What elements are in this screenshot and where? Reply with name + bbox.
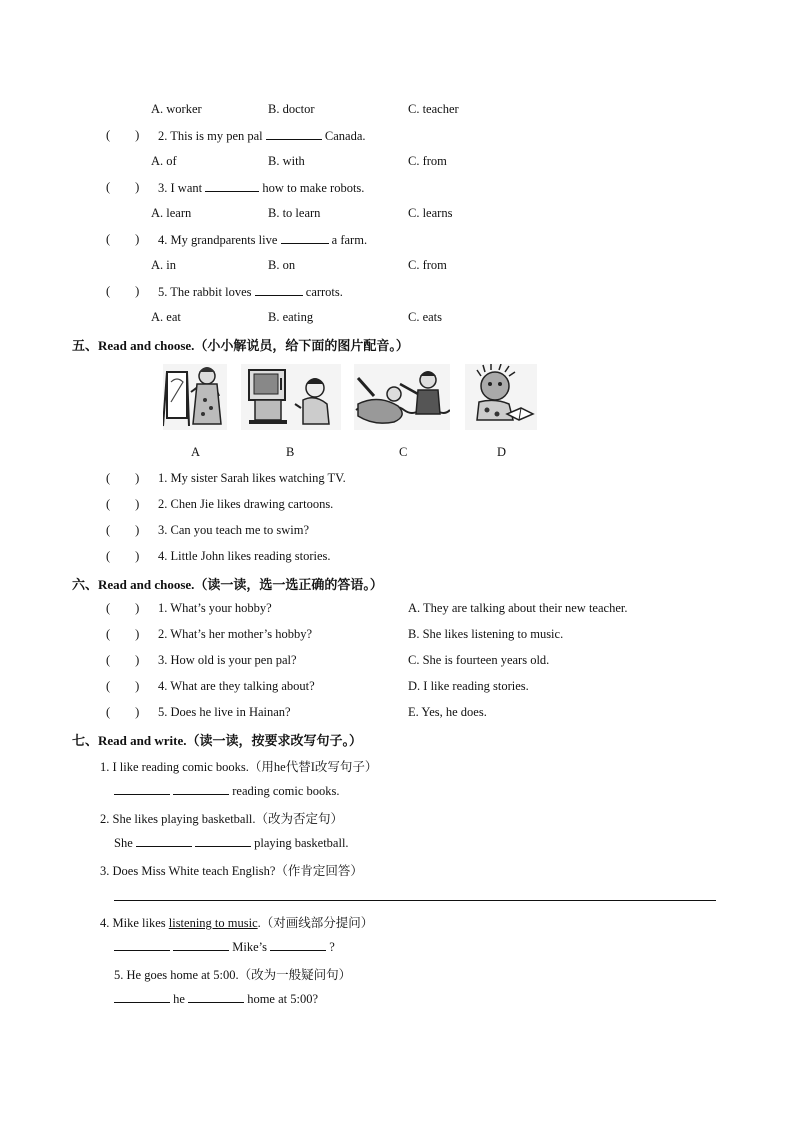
question-text xyxy=(158,180,364,196)
question-text xyxy=(158,128,366,144)
answer-tail: playing basketball. xyxy=(254,836,349,850)
fill-blank[interactable] xyxy=(255,284,303,296)
answer-mid: Mike’s xyxy=(232,940,267,954)
answer-choice: D. I like reading stories. xyxy=(408,679,529,693)
answer-mid: he xyxy=(173,992,185,1006)
rewrite-answer-line xyxy=(114,939,335,955)
answer-choice: C. She is fourteen years old. xyxy=(408,653,550,667)
section-heading: 五、Read and choose.（小小解说员，给下面的图片配音。） xyxy=(72,338,409,353)
section-heading: 七、Read and write.（读一读，按要求改写句子。） xyxy=(72,733,362,748)
answer-paren[interactable]: ( ) xyxy=(106,497,140,511)
q3-option-a: A. learn xyxy=(151,206,192,220)
rewrite-prompt xyxy=(100,913,373,931)
answer-paren[interactable]: ( ) xyxy=(106,653,140,667)
q5-option-b: B. eating xyxy=(268,310,314,324)
answer-paren[interactable]: ( ) xyxy=(106,284,140,298)
question-text: 4. What are they talking about? xyxy=(158,679,315,693)
answer-choice: B. She likes listening to music. xyxy=(408,627,564,641)
question-text: 5. Does he live in Hainan? xyxy=(158,705,291,719)
picture-letter-b: B xyxy=(286,445,295,459)
question-text xyxy=(158,232,367,248)
question-stem: This is my pen pal xyxy=(170,129,263,143)
section-heading: 六、Read and choose.（读一读，选一选正确的答语。） xyxy=(72,577,383,592)
question-stem: The rabbit loves xyxy=(170,285,252,299)
answer-writing-line[interactable] xyxy=(114,900,716,901)
question-stem: My grandparents live xyxy=(170,233,278,247)
q4-option-b: B. on xyxy=(268,258,296,272)
question-number: 3. xyxy=(158,181,168,195)
fill-blank[interactable] xyxy=(270,939,326,951)
question-text: 1. What’s your hobby? xyxy=(158,601,272,615)
answer-paren[interactable]: ( ) xyxy=(106,627,140,641)
answer-choice: A. They are talking about their new teacher. xyxy=(408,601,628,615)
fill-blank[interactable] xyxy=(188,991,244,1003)
question-text: 3. Can you teach me to swim? xyxy=(158,523,310,537)
answer-tail: reading comic books. xyxy=(232,784,340,798)
q1-option-a: A. worker xyxy=(151,102,202,116)
question-stem-end: a farm. xyxy=(331,233,368,247)
q4-option-c: C. from xyxy=(408,258,447,272)
question-number: 4. xyxy=(158,233,168,247)
picture-letter-a: A xyxy=(191,445,201,459)
question-number: 2. xyxy=(158,129,168,143)
rewrite-answer-line xyxy=(114,835,349,851)
question-stem-end: carrots. xyxy=(305,285,343,299)
rewrite-prompt: 3. Does Miss White teach English?（作肯定回答） xyxy=(100,864,363,878)
question-number: 5. xyxy=(158,285,168,299)
picture-a-drawing xyxy=(163,364,227,430)
answer-tail: home at 5:00? xyxy=(247,992,319,1006)
picture-letter-d: D xyxy=(497,445,507,459)
q1-option-b: B. doctor xyxy=(268,102,315,116)
rewrite-answer-line xyxy=(114,991,318,1007)
picture-b-watching-tv xyxy=(241,364,341,430)
fill-blank[interactable] xyxy=(195,835,251,847)
picture-letter-c: C xyxy=(399,445,408,459)
picture-d-reading xyxy=(465,364,537,430)
fill-blank[interactable] xyxy=(114,939,170,951)
q2-option-a: A. of xyxy=(151,154,177,168)
q5-option-a: A. eat xyxy=(151,310,181,324)
answer-paren[interactable]: ( ) xyxy=(106,180,140,194)
question-text: 1. My sister Sarah likes watching TV. xyxy=(158,471,346,485)
fill-blank[interactable] xyxy=(281,232,329,244)
question-text: 2. What’s her mother’s hobby? xyxy=(158,627,313,641)
question-text: 2. Chen Jie likes drawing cartoons. xyxy=(158,497,334,511)
q1-option-c: C. teacher xyxy=(408,102,459,116)
question-stem: I want xyxy=(170,181,203,195)
picture-c-swimming xyxy=(354,364,450,430)
q2-option-c: C. from xyxy=(408,154,447,168)
question-text xyxy=(158,284,343,300)
rewrite-answer-line xyxy=(114,783,340,799)
question-text: 3. How old is your pen pal? xyxy=(158,653,297,667)
question-text: 4. Little John likes reading stories. xyxy=(158,549,331,563)
fill-blank[interactable] xyxy=(173,939,229,951)
answer-paren[interactable]: ( ) xyxy=(106,128,140,142)
prompt-text: 4. Mike likes xyxy=(100,916,169,930)
answer-paren[interactable]: ( ) xyxy=(106,705,140,719)
fill-blank[interactable] xyxy=(114,783,170,795)
answer-lead: She xyxy=(114,836,133,850)
fill-blank[interactable] xyxy=(205,180,259,192)
q3-option-c: C. learns xyxy=(408,206,453,220)
answer-paren[interactable]: ( ) xyxy=(106,549,140,563)
answer-choice: E. Yes, he does. xyxy=(408,705,487,719)
fill-blank[interactable] xyxy=(266,128,322,140)
fill-blank[interactable] xyxy=(173,783,229,795)
rewrite-prompt: 2. She likes playing basketball.（改为否定句） xyxy=(100,812,344,826)
q2-option-b: B. with xyxy=(268,154,305,168)
fill-blank[interactable] xyxy=(114,991,170,1003)
question-stem-end: how to make robots. xyxy=(262,181,365,195)
fill-blank[interactable] xyxy=(136,835,192,847)
rewrite-prompt: 1. I like reading comic books.（用he代替I改写句子） xyxy=(100,760,378,774)
q3-option-b: B. to learn xyxy=(268,206,321,220)
q5-option-c: C. eats xyxy=(408,310,443,324)
prompt-instruction: .（对画线部分提问） xyxy=(257,916,374,930)
rewrite-prompt: 5. He goes home at 5:00.（改为一般疑问句） xyxy=(114,968,352,982)
underlined-phrase: listening to music xyxy=(168,916,258,930)
question-stem-end: Canada. xyxy=(324,129,366,143)
answer-tail: ? xyxy=(329,940,335,954)
q4-option-a: A. in xyxy=(151,258,176,272)
answer-paren[interactable]: ( ) xyxy=(106,679,140,693)
answer-paren[interactable]: ( ) xyxy=(106,471,140,485)
answer-paren[interactable]: ( ) xyxy=(106,523,140,537)
answer-paren[interactable]: ( ) xyxy=(106,601,140,615)
answer-paren[interactable]: ( ) xyxy=(106,232,140,246)
